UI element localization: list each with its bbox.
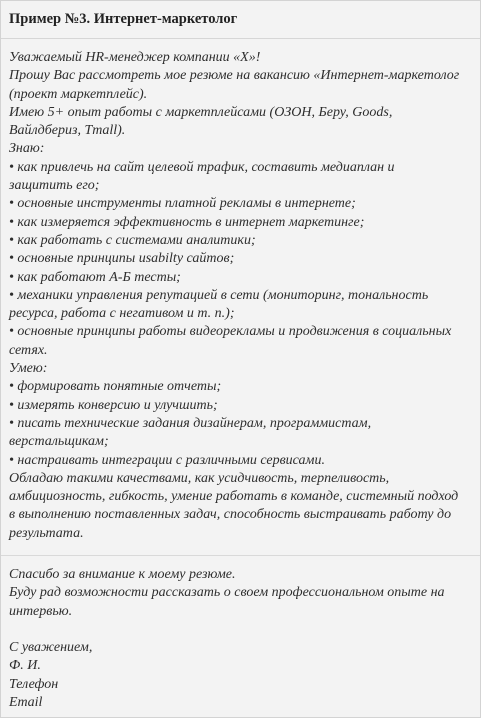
- knowledge-item: • как измеряется эффективность в интернет маркетинге;: [9, 214, 365, 230]
- signature-phone: Телефон: [9, 676, 59, 692]
- knowledge-item: • основные принципы usabilty сайтов;: [9, 251, 235, 267]
- signature-name: Ф. И.: [9, 658, 41, 674]
- experience-line: Вайлдбериз, Tmall).: [9, 123, 126, 139]
- signature-email: Email: [9, 695, 43, 711]
- knowledge-item: ресурса, работа с негативом и т. п.);: [9, 306, 235, 322]
- knowledge-item: защитить его;: [9, 178, 100, 194]
- skills-item: • формировать понятные отчеты;: [9, 379, 222, 395]
- skills-item: • настраивать интеграции с различными сервисами.: [9, 452, 325, 468]
- knowledge-item: • как привлечь на сайт целевой трафик, составить медиаплан и: [9, 159, 395, 175]
- request-line: (проект маркетплейс).: [9, 86, 148, 102]
- skills-item: • измерять конверсию и улучшить;: [9, 397, 218, 413]
- closing-section: [1, 556, 480, 717]
- thanks-line: Спасибо за внимание к моему резюме.: [9, 567, 236, 582]
- example-title: Пример №3. Интернет-маркетолог: [1, 1, 480, 39]
- qualities-line: в выполнению поставленных задач, способность выстраивать работу до: [9, 507, 452, 523]
- skills-item: верстальщикам;: [9, 434, 109, 450]
- regards-line: С уважением,: [9, 640, 93, 656]
- qualities-line: результата.: [9, 525, 84, 541]
- skills-heading: Умею:: [9, 361, 48, 377]
- knowledge-item: • основные инструменты платной рекламы в интернете;: [9, 196, 356, 212]
- interview-line: интервью.: [9, 603, 73, 619]
- interview-line: Буду рад возможности рассказать о своем профессиональном опыте на: [9, 585, 445, 601]
- knowledge-item: • как работают А-Б тесты;: [9, 269, 181, 285]
- qualities-line: амбициозность, гибкость, умение работать в команде, системный подход: [9, 489, 459, 505]
- knowledge-item: • как работать с системами аналитики;: [9, 232, 256, 248]
- knowledge-item: • основные принципы работы видеорекламы и продвижения в социальных: [9, 324, 452, 340]
- knowledge-item: • механики управления репутацией в сети (мониторинг, тональность: [9, 287, 429, 303]
- knowledge-item: сетях.: [9, 342, 48, 358]
- request-line: Прошу Вас рассмотреть мое резюме на вакансию «Интернет-маркетолог: [9, 68, 460, 84]
- cover-letter-body: [1, 39, 480, 556]
- blank-line: [9, 621, 472, 639]
- greeting-line: Уважаемый HR-менеджер компании «Х»!: [9, 50, 261, 65]
- qualities-line: Обладаю такими качествами, как усидчивость, терпеливость,: [9, 470, 390, 486]
- skills-item: • писать технические задания дизайнерам, программистам,: [9, 415, 372, 431]
- experience-line: Имею 5+ опыт работы с маркетплейсами (ОЗОН, Беру, Goods,: [9, 104, 393, 120]
- knowledge-heading: Знаю:: [9, 141, 45, 157]
